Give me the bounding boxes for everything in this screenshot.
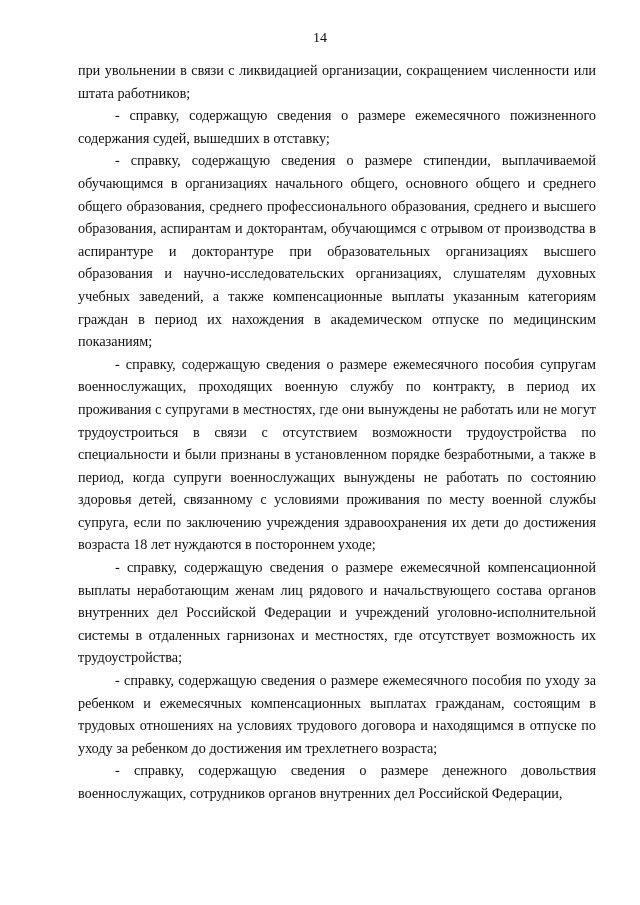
paragraph-compensation-wives: - справку, содержащую сведения о размере ежемесячной компенсационной выплаты неработающим женам лиц рядового и начальствующего состава органов внутренних дел Российской Федерации и учреждений уголовно-исполнительной системы в отдаленных гарнизонах и местностях, где отсутствует возможность их трудоустройства; [78,560,596,667]
paragraph-judges-allowance: - справку, содержащую сведения о размере ежемесячного пожизненного содержания судей, вышедших в отставку; [78,108,596,147]
paragraph-monetary-allowance: - справку, содержащую сведения о размере денежного довольствия военнослужащих, сотрудников органов внутренних дел Российской Федерации, [78,763,596,802]
paragraph-continuation: при увольнении в связи с ликвидацией организации, сокращением численности или штата работников; [78,63,596,102]
paragraph-childcare-allowance: - справку, содержащую сведения о размере ежемесячного пособия по уходу за ребенком и ежемесячных компенсационных выплатах гражданам, состоящим в трудовых отношениях на условиях трудового договора и находящимся в отпуске по уходу за ребенком до достижения им трехлетнего возраста; [78,673,596,757]
page-number: 14 [313,31,327,46]
paragraph-military-spouse-allowance: - справку, содержащую сведения о размере ежемесячного пособия супругам военнослужащих, проходящих военную службу по контракту, в период их проживания с супругами в местностях, где они вынуждены не работать или не могут трудоустроиться в связи с отсутствием возможности трудоустройства по специальности и были признаны в установленном порядке безработными, а также в период, когда супруги военнослужащих вынуждены не работать по состоянию здоровья детей, связанному с условиями проживания по месту военной службы супруга, если по заключению учреждения здравоохранения их дети до достижения возраста 18 лет нуждаются в постороннем уходе; [78,356,596,554]
document-body [78,60,596,806]
paragraph-stipend: - справку, содержащую сведения о размере стипендии, выплачиваемой обучающимся в организациях начального общего, основного общего и среднего общего образования, среднего профессионального образования, среднего и высшего образования, аспирантам и докторантам, обучающимся с отрывом от производства в аспирантуре и докторантуре при образовательных организациях высшего образования и научно-исследовательских организациях, слушателям духовных учебных заведений, а также компенсационные выплаты указанным категориям граждан в период их нахождения в академическом отпуске по медицинским показаниям; [78,153,596,351]
